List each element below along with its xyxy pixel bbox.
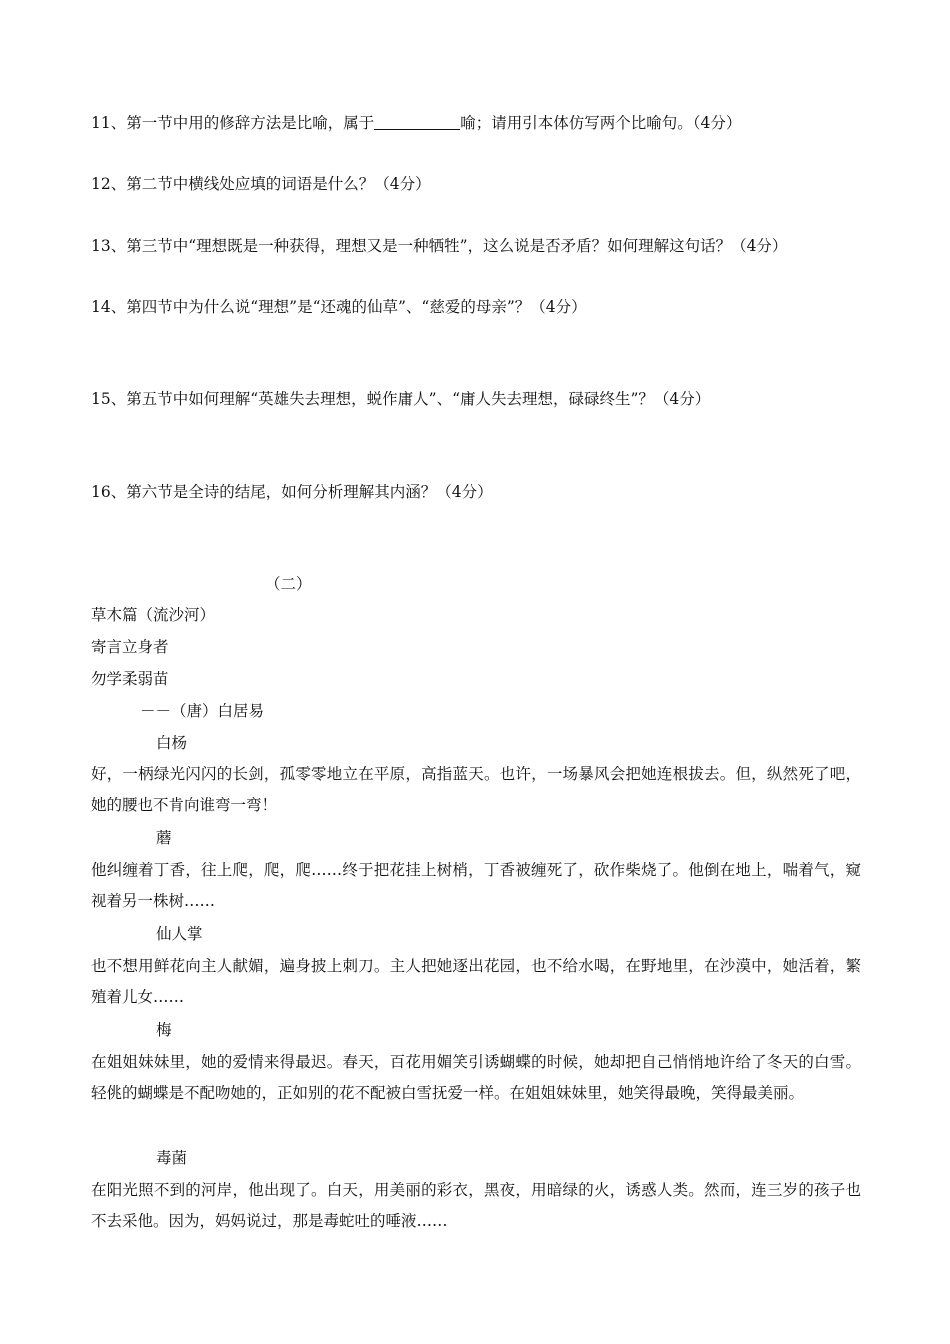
epigraph-line-1: 寄言立身者 [91, 638, 169, 656]
poem-title-mo: 蘑 [156, 829, 172, 847]
poem-title-mei: 梅 [156, 1021, 172, 1039]
poem-title-dujun: 毒菌 [156, 1149, 188, 1167]
answer-blank[interactable] [374, 114, 460, 130]
poem-body-xianrenzhang: 也不想用鲜花向主人献媚，遍身披上刺刀。主人把她逐出花园，也不给水喝，在野地里，在沙漠中，她活着，繁殖着儿女…… [91, 957, 861, 1006]
poem-title-baiyang: 白杨 [156, 734, 188, 752]
epigraph-attribution: －－（唐）白居易 [140, 702, 265, 720]
section-number: （二） [265, 575, 312, 593]
poem-title-xianrenzhang: 仙人掌 [156, 925, 203, 943]
question-16: 16、第六节是全诗的结尾，如何分析理解其内涵？（4分） [91, 483, 493, 501]
question-15: 15、第五节中如何理解“英雄失去理想，蜕作庸人”、“庸人失去理想，碌碌终生”？（4分） [91, 390, 711, 408]
question-13: 13、第三节中“理想既是一种获得，理想又是一种牺牲”，这么说是否矛盾？如何理解这句话？（4分） [91, 237, 788, 255]
question-12: 12、第二节中横线处应填的词语是什么？（4分） [91, 175, 431, 193]
question-11-prefix: 11、第一节中用的修辞方法是比喻，属于 [91, 114, 375, 132]
question-14: 14、第四节中为什么说“理想”是“还魂的仙草”、“慈爱的母亲”？（4分） [91, 298, 587, 316]
poem-body-mei: 在姐姐妹妹里，她的爱情来得最迟。春天，百花用媚笑引诱蝴蝶的时候，她却把自己悄悄地许给了冬天的白雪。轻佻的蝴蝶是不配吻她的，正如别的花不配被白雪抚爱一样。在姐姐妹妹里，她笑得最晚，笑得最美丽。 [91, 1053, 861, 1102]
poem-body-mo: 他纠缠着丁香，往上爬，爬，爬……终于把花挂上树梢，丁香被缠死了，砍作柴烧了。他倒在地上，喘着气，窥视着另一株树…… [91, 861, 861, 910]
epigraph-line-2: 勿学柔弱苗 [91, 670, 169, 688]
question-11 [91, 113, 741, 133]
section-title: 草木篇（流沙河） [91, 606, 216, 624]
poem-body-baiyang: 好，一柄绿光闪闪的长剑，孤零零地立在平原，高指蓝天。也许，一场暴风会把她连根拔去。但，纵然死了吧，她的腰也不肯向谁弯一弯！ [91, 765, 861, 814]
poem-body-dujun: 在阳光照不到的河岸，他出现了。白天，用美丽的彩衣，黑夜，用暗绿的火，诱惑人类。然而，连三岁的孩子也不去采他。因为，妈妈说过，那是毒蛇吐的唾液…… [91, 1181, 861, 1230]
question-11-suffix: 喻；请用引本体仿写两个比喻句。（4分） [460, 114, 742, 132]
